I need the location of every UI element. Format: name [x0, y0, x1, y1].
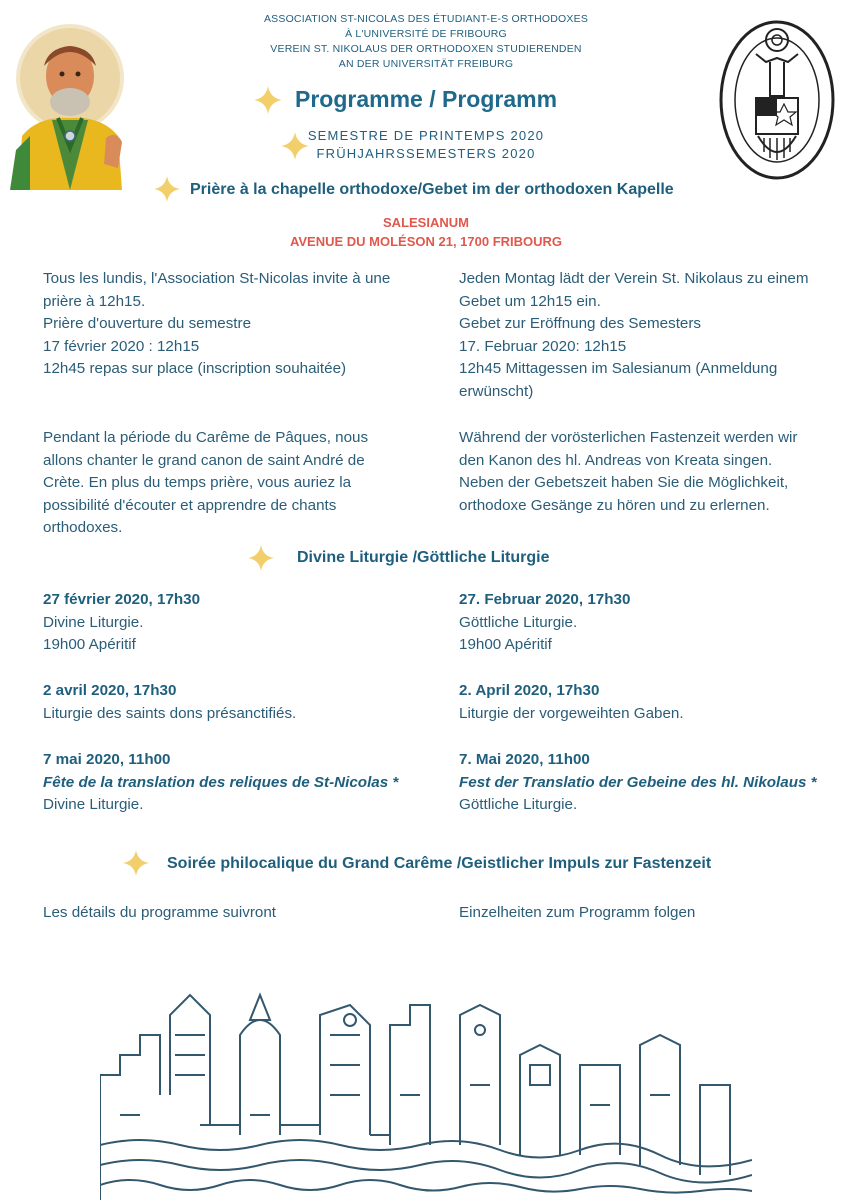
sparkle-star-icon [248, 545, 274, 571]
text-line: Neben der Gebetszeit haben Sie die Möglichkeit, [459, 474, 789, 491]
event-date: 27. Februar 2020, 17h30 [459, 591, 631, 608]
text-line: prière à 12h15. [43, 292, 146, 310]
sparkle-star-icon [154, 176, 180, 202]
text-line: erwünscht) [459, 382, 534, 400]
liturgy-entry-fr [43, 749, 423, 817]
text-line: 17. Februar 2020: 12h15 [459, 337, 627, 355]
event-date: 7 mai 2020, 11h00 [43, 751, 171, 768]
lent-text-de [459, 427, 839, 517]
association-name [200, 12, 652, 72]
event-desc: 19h00 Apéritif [43, 636, 136, 653]
event-desc: 19h00 Apéritif [459, 636, 552, 653]
association-line: ASSOCIATION ST-NICOLAS DES ÉTUDIANT-E-S ORTHODOXES [263, 13, 589, 25]
text-line: Gebet zur Eröffnung des Semesters [459, 315, 702, 332]
soiree-text-de: Einzelheiten zum Programm folgen [459, 904, 696, 921]
text-line: orthodoxes. [43, 519, 123, 536]
semester-label [0, 127, 852, 163]
event-date: 2. April 2020, 17h30 [459, 682, 600, 699]
soiree-text-fr: Les détails du programme suivront [43, 904, 276, 921]
lent-text-fr [43, 427, 423, 540]
text-line: Tous les lundis, l'Association St-Nicolas invite à une [43, 270, 391, 287]
liturgy-entry-fr [43, 680, 423, 725]
text-line: Pendant la période du Carême de Pâques, nous [43, 429, 369, 446]
semester-fr: SEMESTRE DE PRINTEMPS 2020 [307, 128, 545, 143]
text-line: 12h45 Mittagessen im Salesianum (Anmeldung [459, 360, 778, 377]
text-line: Jeden Montag lädt der Verein St. Nikolaus zu einem [459, 270, 809, 287]
event-feast: Fête de la translation des reliques de St-Nicolas * [43, 773, 399, 791]
section-title-soiree: Soirée philocalique du Grand Carême /Geistlicher Impuls zur Fastenzeit [167, 855, 712, 872]
event-desc: Liturgie des saints dons présanctifiés. [43, 704, 297, 722]
text-line: 12h45 repas sur place (inscription souhaitée) [43, 360, 347, 377]
liturgy-entry-de [459, 749, 839, 817]
section-title-liturgy: Divine Liturgie /Göttliche Liturgie [297, 549, 550, 566]
text-line: Prière d'ouverture du semestre [43, 315, 252, 332]
event-desc: Göttliche Liturgie. [459, 796, 578, 813]
association-line: AN DER UNIVERSITÄT FREIBURG [338, 58, 514, 70]
page-title: Programme / Programm [294, 86, 558, 112]
event-desc: Divine Liturgie. [43, 613, 144, 631]
liturgy-entry-de [459, 589, 839, 657]
event-desc: Liturgie der vorgeweihten Gaben. [459, 704, 684, 722]
event-desc: Göttliche Liturgie. [459, 613, 578, 631]
liturgy-entry-de [459, 680, 839, 725]
event-date: 27 février 2020, 17h30 [43, 591, 201, 608]
prayer-text-fr [43, 268, 423, 381]
venue-address: AVENUE DU MOLÉSON 21, 1700 FRIBOURG [289, 234, 563, 249]
text-line: 17 février 2020 : 12h15 [43, 337, 200, 355]
prayer-text-de [459, 268, 839, 403]
section-title-prayer: Prière à la chapelle orthodoxe/Gebet im der orthodoxen Kapelle [190, 181, 674, 198]
semester-de: FRÜHJAHRSSEMESTERS 2020 [316, 146, 536, 161]
text-line: orthodoxe Gesänge zu hören und zu erlernen. [459, 496, 770, 514]
event-date: 7. Mai 2020, 11h00 [459, 751, 590, 768]
city-skyline-illustration [100, 975, 752, 1200]
text-line: Crète. En plus du temps prière, vous auriez la [43, 474, 352, 491]
liturgy-entry-fr [43, 589, 423, 657]
text-line: allons chanter le grand canon de saint André de [43, 451, 365, 469]
text-line: Gebet um 12h15 ein. [459, 292, 601, 310]
association-line: VEREIN ST. NIKOLAUS DER ORTHODOXEN STUDIERENDEN [270, 43, 582, 55]
event-desc: Divine Liturgie. [43, 796, 144, 813]
venue-name: SALESIANUM [383, 215, 469, 230]
sparkle-star-icon [123, 850, 149, 876]
text-line: den Kanon des hl. Andreas von Kreata singen. [459, 451, 773, 469]
event-date: 2 avril 2020, 17h30 [43, 682, 177, 699]
event-feast: Fest der Translatio der Gebeine des hl. Nikolaus * [459, 773, 817, 791]
text-line: possibilité d'écouter et apprendre de chants [43, 496, 337, 514]
association-line: À L'UNIVERSITÉ DE FRIBOURG [345, 28, 507, 40]
text-line: Während der vorösterlichen Fastenzeit werden wir [459, 429, 798, 446]
